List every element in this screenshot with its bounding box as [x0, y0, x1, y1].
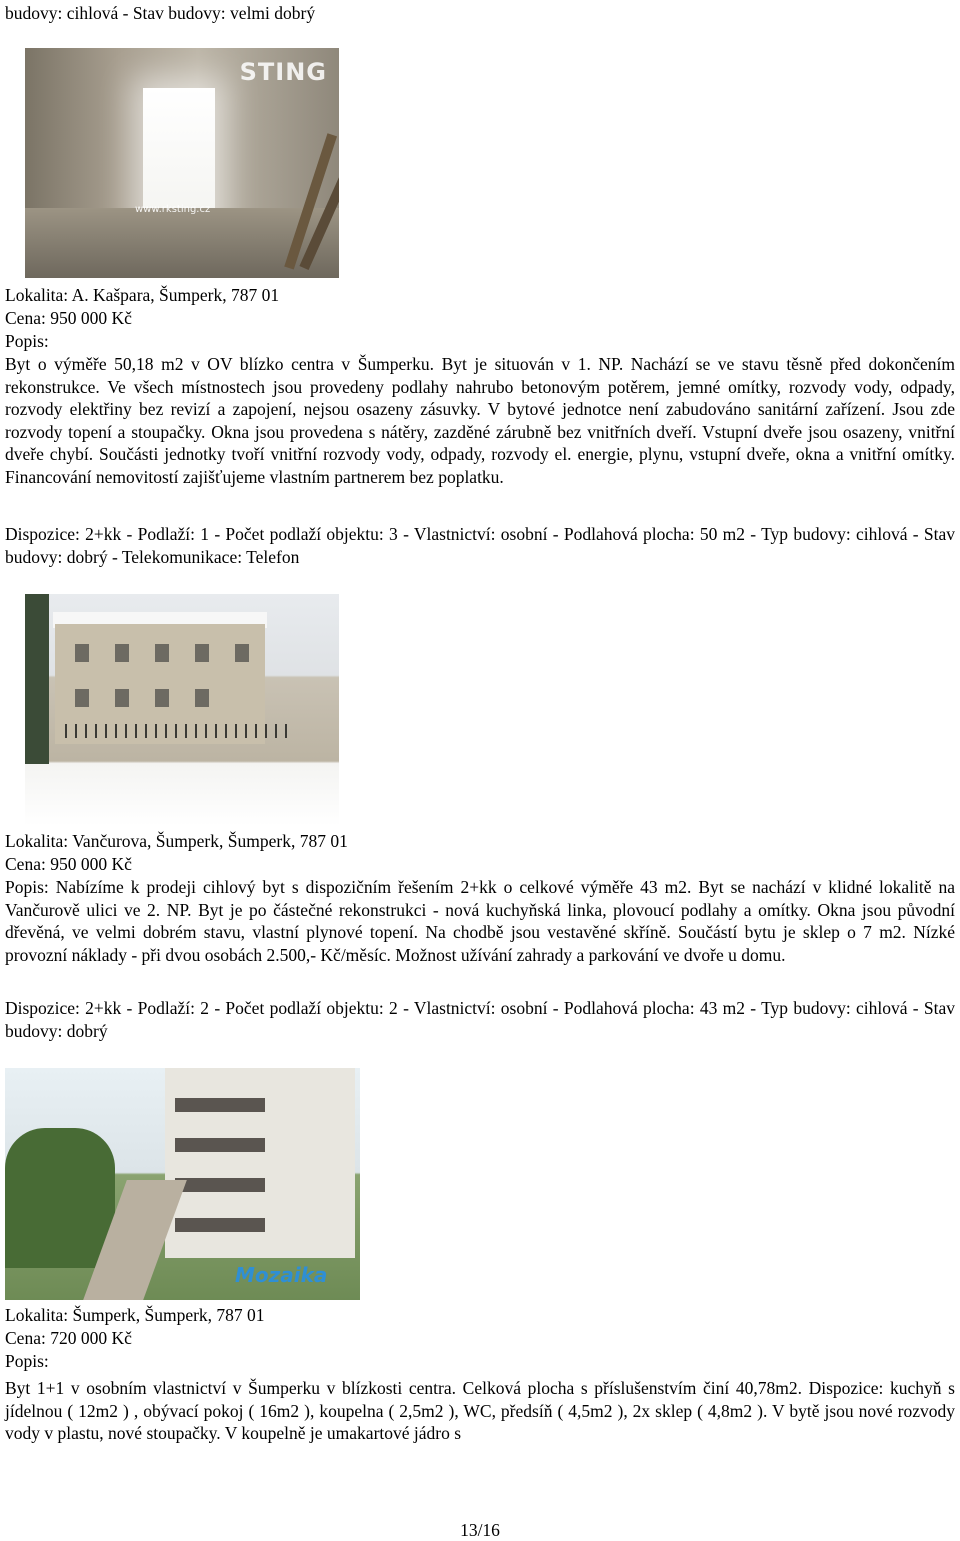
listing-3-popis-label: Popis:	[5, 1351, 49, 1371]
listing-1-photo	[25, 48, 339, 278]
listing-3-photo	[5, 1068, 360, 1300]
window-shape	[195, 689, 209, 707]
balcony-shape	[175, 1098, 265, 1112]
window-shape	[75, 644, 89, 662]
listing-2-price: Cena: 950 000 Kč	[5, 854, 132, 874]
sting-logo: STING	[239, 58, 327, 86]
mozaika-logo: Mozaika	[235, 1263, 328, 1287]
fence-shape	[65, 724, 295, 738]
listing-2-disposition: Dispozice: 2+kk - Podlaží: 2 - Počet podlaží objektu: 2 - Vlastnictví: osobní - Podlahová plocha: 43 m2 - Typ budovy: cihlová - Stav budovy: dobrý	[5, 998, 955, 1041]
listing-1-description: Byt o výměře 50,18 m2 v OV blízko centra v Šumperku. Byt je situován v 1. NP. Nachází se ve stavu těsně před dokončením rekonstrukce. Ve všech místnostech jsou provedeny podlahy nahrubo betonovým potěrem, jemné omítky, rozvody vody, odpady, rozvody elektřiny bez revizí a zapojení, nejsou osazeny zásuvky. V bytové jednotce není zabudováno sanitární zařízení. Jsou zde rozvody topení a stoupačky. Okna jsou provedena s nátěry, zazděné zárubně bez vnitřních dveří. Vstupní dveře jsou osazeny, vnitřní dveře chybí. Součásti jednotky tvoří vnitřní rozvody vody, odpady, rozvody el. energie, plynu, vstupní dveře, okna a vnitřní omítky. Financování nemovitostí zajišťujeme vlastním partnerem bez poplatku.	[5, 354, 955, 487]
photo-watermark-url: www.rksting.cz	[135, 204, 211, 215]
balcony-shape	[175, 1178, 265, 1192]
tree-shape	[25, 594, 49, 764]
top-line: budovy: cihlová - Stav budovy: velmi dobrý	[5, 3, 316, 23]
window-shape	[115, 689, 129, 707]
listing-2-photo	[25, 594, 339, 826]
listing-1-popis-label: Popis:	[5, 331, 49, 351]
listing-1-locality: Lokalita: A. Kašpara, Šumperk, 787 01	[5, 285, 280, 305]
balcony-shape	[175, 1138, 265, 1152]
window-shape	[115, 644, 129, 662]
window-shape	[155, 644, 169, 662]
trees-shape	[5, 1128, 115, 1268]
window-shape	[195, 644, 209, 662]
listing-3-description: Byt 1+1 v osobním vlastnictví v Šumperku v blízkosti centra. Celková plocha s příslušenstvím činí 40,78m2. Dispozice: kuchyň s jídelnou ( 12m2 ) , obývací pokoj ( 16m2 ), koupelna ( 2,5m2 ), WC, předsíň ( 4,5m2 ), 2x sklep ( 4,8m2 ). V bytě jsou nové rozvody vody v plastu, nové stoupačky. V koupelně je umakartové jádro s	[5, 1378, 955, 1444]
window-shape	[75, 689, 89, 707]
balcony-shape	[175, 1218, 265, 1232]
listing-3-price: Cena: 720 000 Kč	[5, 1328, 132, 1348]
window-shape	[155, 689, 169, 707]
listing-3-locality: Lokalita: Šumperk, Šumperk, 787 01	[5, 1305, 265, 1325]
page-number: 13/16	[460, 1520, 500, 1540]
listing-1-price: Cena: 950 000 Kč	[5, 308, 132, 328]
listing-2-locality: Lokalita: Vančurova, Šumperk, Šumperk, 787 01	[5, 831, 348, 851]
listing-1-disposition: Dispozice: 2+kk - Podlaží: 1 - Počet podlaží objektu: 3 - Vlastnictví: osobní - Podlahová plocha: 50 m2 - Typ budovy: cihlová - Stav budovy: dobrý - Telekomunikace: Telefon	[5, 524, 955, 567]
listing-2-description: Popis: Nabízíme k prodeji cihlový byt s dispozičním řešením 2+kk o celkové výměře 43 m2. Byt se nachází v klidné lokalitě na Vančurově ulici ve 2. NP. Byt je po částečné rekonstrukci - nová kuchyňská linka, plovoucí podlahy a omítky. Okna jsou původní dřevěná, ve velmi dobrém stavu, vlastní plynové topení. Na chodbě jsou vestavěné skříně. Součástí bytu je sklep o 7 m2. Nízké provozní náklady - při dvou osobách 2.500,- Kč/měsíc. Možnost užívání zahrady a parkování ve dvoře u domu.	[5, 877, 955, 965]
window-shape	[235, 644, 249, 662]
